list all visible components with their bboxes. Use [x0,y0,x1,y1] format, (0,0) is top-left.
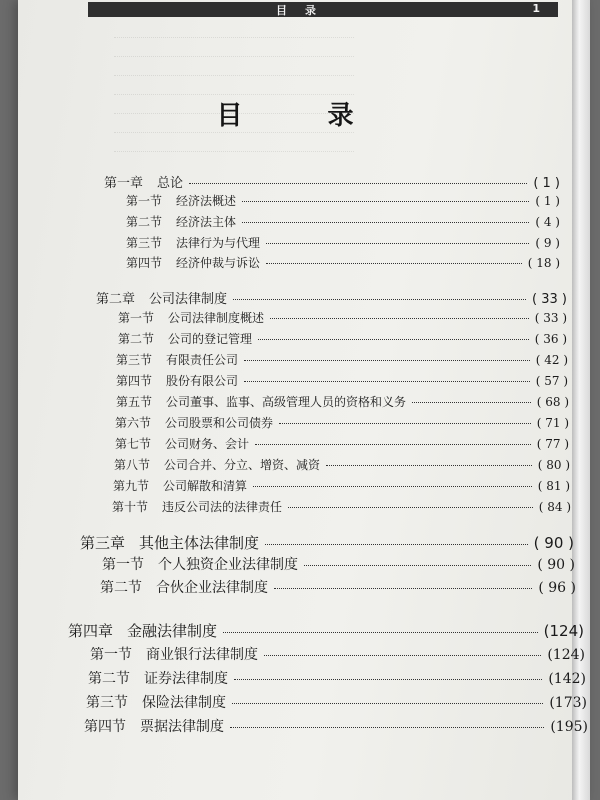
dot-leader [326,465,532,466]
section-number: 第二节 [118,332,155,346]
section-title: 股份有限公司 [166,374,239,388]
section-title: 公司合并、分立、增资、减资 [164,458,321,472]
toc-section-row [112,498,571,515]
running-header-title: 目录 [276,4,334,17]
toc-section-row [114,456,570,473]
toc-chapter-row [80,532,574,553]
page-reference: (173) [549,695,587,711]
section-title: 经济法主体 [176,215,237,229]
chapter-number: 第四章 [68,622,114,640]
dot-leader [288,507,533,508]
section-number: 第一节 [102,557,144,573]
page-reference: ( 68 ) [536,395,569,409]
toc-section-row [102,554,575,574]
toc-section-row [126,213,560,230]
page-reference: ( 1 ) [533,176,560,191]
dot-leader [304,565,531,566]
page-reference: ( 71 ) [536,416,569,430]
page-reference: ( 81 ) [537,479,570,493]
dot-leader [242,222,529,223]
section-number: 第九节 [113,479,150,493]
toc-section-row [126,192,560,209]
table-of-contents [18,0,590,800]
toc-section-row [126,254,560,271]
chapter-number: 第一章 [104,176,144,191]
section-number: 第八节 [114,458,151,472]
page-reference: (124) [547,647,585,663]
section-title: 公司股票和公司债券 [165,416,274,430]
chapter-number: 第三章 [80,534,126,552]
dot-leader [234,679,542,680]
toc-section-row [100,577,576,597]
page-reference: ( 18 ) [527,256,560,270]
page-reference: (142) [548,671,586,687]
dot-leader [233,299,526,300]
section-title: 合伙企业法律制度 [156,580,268,596]
chapter-title: 总论 [157,176,184,191]
section-title: 公司财务、会计 [165,437,250,451]
toc-section-row [116,351,568,368]
section-number: 第三节 [116,353,153,367]
page-reference: ( 90 ) [533,534,574,552]
page-reference: (124) [543,622,584,640]
toc-section-row [88,668,586,688]
section-number: 第一节 [118,311,155,325]
dot-leader [230,727,544,728]
section-number: 第三节 [86,695,128,711]
toc-section-row [115,435,569,452]
section-number: 第四节 [126,256,163,270]
dot-leader [266,263,522,264]
section-title: 公司法律制度概述 [168,311,265,325]
section-number: 第五节 [116,395,153,409]
toc-section-row [116,393,569,410]
page-reference: ( 80 ) [537,458,570,472]
section-title: 有限责任公司 [166,353,239,367]
dot-leader [253,486,532,487]
toc-section-row [118,309,567,326]
page-reference: ( 9 ) [535,236,560,250]
page-reference: ( 77 ) [536,437,569,451]
page-title: 目 录 [216,101,392,131]
dot-leader [258,339,529,340]
section-title: 经济仲裁与诉讼 [176,256,261,270]
section-number: 第一节 [90,647,132,663]
page-reference: ( 90 ) [537,557,575,573]
section-title: 违反公司法的法律责任 [162,500,283,514]
dot-leader [270,318,529,319]
section-title: 公司解散和清算 [163,479,248,493]
section-number: 第四节 [116,374,153,388]
toc-section-row [113,477,570,494]
section-number: 第十节 [112,500,149,514]
section-title: 经济法概述 [176,194,237,208]
dot-leader [266,243,529,244]
section-number: 第一节 [126,194,163,208]
dot-leader [255,444,531,445]
page-reference: ( 4 ) [535,215,560,229]
dot-leader [274,588,532,589]
dot-leader [412,402,531,403]
running-header-page-number: 1 [532,2,540,15]
section-title: 保险法律制度 [142,695,226,711]
toc-chapter-row [68,620,584,641]
book-page [18,0,590,800]
section-number: 第二节 [100,580,142,596]
dot-leader [244,360,530,361]
page-reference: ( 42 ) [535,353,568,367]
page-reference: ( 33 ) [534,311,567,325]
toc-chapter-row [104,172,560,191]
section-number: 第三节 [126,236,163,250]
toc-section-row [115,414,569,431]
page-reference: ( 1 ) [535,194,560,208]
chapter-title: 公司法律制度 [149,292,228,307]
toc-section-row [116,372,568,389]
dot-leader [264,655,541,656]
chapter-title: 其他主体法律制度 [139,534,260,552]
toc-section-row [118,330,567,347]
page-reference: (195) [550,719,588,735]
section-title: 法律行为与代理 [176,236,261,250]
page-reference: ( 33 ) [532,292,567,307]
dot-leader [232,703,543,704]
dot-leader [279,423,531,424]
page-reference: ( 57 ) [535,374,568,388]
dot-leader [265,544,528,545]
chapter-title: 金融法律制度 [127,622,218,640]
section-title: 票据法律制度 [140,719,224,735]
section-number: 第二节 [126,215,163,229]
section-title: 公司董事、监事、高级管理人员的资格和义务 [166,395,407,409]
section-title: 公司的登记管理 [168,332,253,346]
section-number: 第二节 [88,671,130,687]
toc-section-row [90,644,585,664]
dot-leader [223,632,538,633]
page-reference: ( 96 ) [538,580,576,596]
chapter-number: 第二章 [96,292,136,307]
page-reference: ( 36 ) [534,332,567,346]
dot-leader [189,183,527,184]
section-title: 商业银行法律制度 [146,647,258,663]
toc-chapter-row [96,288,567,307]
toc-section-row [84,716,588,736]
section-title: 个人独资企业法律制度 [158,557,298,573]
section-number: 第四节 [84,719,126,735]
toc-section-row [86,692,587,712]
dot-leader [244,381,530,382]
section-title: 证券法律制度 [144,671,228,687]
page-reference: ( 84 ) [538,500,571,514]
section-number: 第六节 [115,416,152,430]
toc-section-row [126,234,560,251]
dot-leader [242,201,529,202]
section-number: 第七节 [115,437,152,451]
